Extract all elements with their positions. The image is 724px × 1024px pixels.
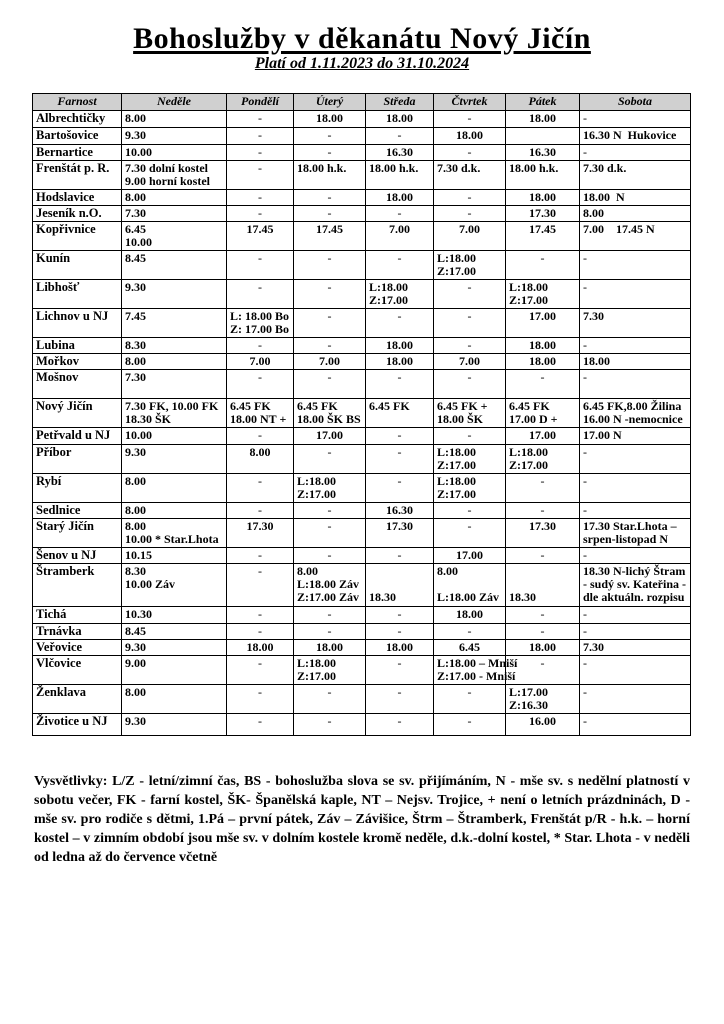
schedule-cell: - (434, 190, 506, 206)
col-header-ctvrtek: Čtvrtek (434, 94, 506, 111)
schedule-cell: L:18.00 Z:17.00 (506, 280, 580, 309)
schedule-cell: 18.00 (366, 190, 434, 206)
table-row (33, 548, 691, 564)
schedule-cell: - (506, 503, 580, 519)
table-row (33, 280, 691, 309)
schedule-cell: 16.30 (506, 145, 580, 161)
table-row (33, 714, 691, 736)
schedule-cell: - (227, 607, 294, 624)
parish-name: Vlčovice (33, 656, 122, 685)
schedule-cell: - (434, 280, 506, 309)
table-row (33, 370, 691, 399)
schedule-cell: - (580, 714, 691, 736)
schedule-cell: - (294, 445, 366, 474)
schedule-cell: - (294, 145, 366, 161)
schedule-cell: - (580, 656, 691, 685)
schedule-cell: 16.30 N Hukovice (580, 128, 691, 145)
schedule-cell: 18.00 (366, 640, 434, 656)
table-row (33, 309, 691, 338)
table-row (33, 161, 691, 190)
parish-name: Sedlnice (33, 503, 122, 519)
schedule-cell: 6.45 10.00 (122, 222, 227, 251)
schedule-cell: 18.00 N (580, 190, 691, 206)
schedule-cell: - (294, 280, 366, 309)
schedule-cell: 17.00 (506, 309, 580, 338)
table-row (33, 445, 691, 474)
schedule-cell: - (366, 607, 434, 624)
schedule-cell: 18.30 (366, 564, 434, 607)
schedule-cell: 18.00 (366, 354, 434, 370)
col-header-utery: Úterý (294, 94, 366, 111)
table-row (33, 656, 691, 685)
schedule-cell: - (366, 206, 434, 222)
schedule-cell: L:18.00 Z:17.00 (434, 474, 506, 503)
schedule-cell: 10.30 (122, 607, 227, 624)
schedule-cell: - (434, 519, 506, 548)
schedule-cell: - (227, 370, 294, 399)
schedule-cell: - (366, 128, 434, 145)
validity-subtitle: Platí od 1.11.2023 do 31.10.2024 (254, 55, 470, 72)
schedule-cell: - (580, 280, 691, 309)
schedule-cell: - (366, 548, 434, 564)
table-row (33, 399, 691, 428)
schedule-cell: 7.00 (366, 222, 434, 251)
schedule-cell: - (294, 338, 366, 354)
schedule-cell: L:18.00 – Mniší Z:17.00 - Mniší (434, 656, 506, 685)
schedule-cell: 6.45 (434, 640, 506, 656)
parish-name: Šenov u NJ (33, 548, 122, 564)
schedule-cell: 7.00 (227, 354, 294, 370)
schedule-cell: 9.30 (122, 640, 227, 656)
schedule-cell: 7.00 (434, 354, 506, 370)
schedule-cell: - (227, 503, 294, 519)
schedule-cell: - (227, 685, 294, 714)
schedule-cell: - (366, 428, 434, 445)
schedule-cell: - (294, 370, 366, 399)
schedule-cell: - (434, 309, 506, 338)
schedule-cell: 8.00 (122, 503, 227, 519)
schedule-cell: 17.30 (506, 519, 580, 548)
schedule-cell: L:18.00 Z:17.00 (506, 445, 580, 474)
schedule-cell: - (227, 564, 294, 607)
schedule-cell: 18.00 (366, 111, 434, 128)
parish-name: Lichnov u NJ (33, 309, 122, 338)
schedule-cell: 18.00 (366, 338, 434, 354)
schedule-cell: 6.45 FK (366, 399, 434, 428)
col-header-pondeli: Pondělí (227, 94, 294, 111)
schedule-cell (506, 128, 580, 145)
schedule-cell: - (506, 370, 580, 399)
schedule-cell: - (366, 474, 434, 503)
schedule-cell: 8.00 (122, 685, 227, 714)
parish-name: Bernartice (33, 145, 122, 161)
schedule-cell: 9.30 (122, 280, 227, 309)
schedule-cell: - (580, 370, 691, 399)
table-row (33, 564, 691, 607)
schedule-cell: - (294, 128, 366, 145)
schedule-cell: 16.30 (366, 503, 434, 519)
schedule-cell: - (227, 280, 294, 309)
schedule-cell: 18.00 (506, 640, 580, 656)
schedule-cell: - (366, 714, 434, 736)
schedule-cell: - (506, 474, 580, 503)
col-header-nedele: Neděle (122, 94, 227, 111)
schedule-cell: 8.45 (122, 251, 227, 280)
schedule-cell: - (366, 445, 434, 474)
schedule-cell: 8.00 10.00 * Star.Lhota (122, 519, 227, 548)
schedule-cell: - (434, 624, 506, 640)
schedule-cell: 18.00 (580, 354, 691, 370)
schedule-cell: - (580, 607, 691, 624)
schedule-cell: - (366, 656, 434, 685)
schedule-cell: - (434, 145, 506, 161)
parish-name: Mošnov (33, 370, 122, 399)
schedule-cell: 8.00 (122, 474, 227, 503)
schedule-cell: 6.45 FK + 18.00 ŠK (434, 399, 506, 428)
table-row (33, 354, 691, 370)
table-row (33, 428, 691, 445)
schedule-cell: - (227, 714, 294, 736)
parish-name: Frenštát p. R. (33, 161, 122, 190)
schedule-cell: 17.45 (227, 222, 294, 251)
table-row (33, 190, 691, 206)
schedule-cell: 8.00 L:18.00 Záv (434, 564, 506, 607)
schedule-cell: 7.00 (294, 354, 366, 370)
parish-name: Hodslavice (33, 190, 122, 206)
schedule-cell: - (227, 428, 294, 445)
parish-name: Albrechtičky (33, 111, 122, 128)
schedule-cell: - (580, 548, 691, 564)
parish-name: Bartošovice (33, 128, 122, 145)
schedule-cell: - (294, 206, 366, 222)
schedule-cell: - (580, 624, 691, 640)
schedule-cell: - (580, 145, 691, 161)
schedule-cell: 8.45 (122, 624, 227, 640)
schedule-cell: 8.00 (227, 445, 294, 474)
schedule-cell: - (294, 548, 366, 564)
schedule-table (32, 93, 691, 736)
schedule-cell: - (227, 474, 294, 503)
schedule-cell: - (294, 714, 366, 736)
schedule-cell: - (434, 428, 506, 445)
col-header-patek: Pátek (506, 94, 580, 111)
parish-name: Libhošť (33, 280, 122, 309)
schedule-cell: 8.00 (122, 111, 227, 128)
parish-name: Rybí (33, 474, 122, 503)
table-row (33, 251, 691, 280)
schedule-cell: 7.30 (122, 370, 227, 399)
parish-name: Tichá (33, 607, 122, 624)
schedule-cell: 18.00 (434, 128, 506, 145)
schedule-cell: 9.30 (122, 714, 227, 736)
schedule-cell: L:18.00 Z:17.00 (294, 474, 366, 503)
schedule-cell: - (580, 338, 691, 354)
schedule-cell: 18.00 h.k. (366, 161, 434, 190)
table-row (33, 624, 691, 640)
schedule-cell: - (580, 474, 691, 503)
schedule-cell: - (294, 190, 366, 206)
schedule-cell: 17.30 Star.Lhota – srpen-listopad N (580, 519, 691, 548)
parish-name: Ženklava (33, 685, 122, 714)
schedule-cell: 18.30 N-lichý Štram - sudý sv. Kateřina - dle aktuáln. rozpisu (580, 564, 691, 607)
schedule-cell: 7.30 FK, 10.00 FK 18.30 ŠK (122, 399, 227, 428)
schedule-cell: 7.00 17.45 N (580, 222, 691, 251)
schedule-cell: 6.45 FK,8.00 Žilina 16.00 N -nemocnice (580, 399, 691, 428)
schedule-cell: - (294, 519, 366, 548)
schedule-cell: 7.30 (580, 309, 691, 338)
schedule-cell: 6.45 FK 18.00 ŠK BS (294, 399, 366, 428)
schedule-cell: - (294, 251, 366, 280)
schedule-cell: 10.15 (122, 548, 227, 564)
table-row (33, 640, 691, 656)
schedule-cell: - (227, 338, 294, 354)
schedule-cell: - (506, 656, 580, 685)
col-header-sobota: Sobota (580, 94, 691, 111)
schedule-cell: - (434, 714, 506, 736)
schedule-cell: 18.00 (506, 190, 580, 206)
schedule-cell: - (227, 251, 294, 280)
schedule-cell: - (294, 309, 366, 338)
schedule-cell: L: 18.00 Bo Z: 17.00 Bo (227, 309, 294, 338)
schedule-cell: - (366, 370, 434, 399)
parish-name: Kopřivnice (33, 222, 122, 251)
schedule-cell: 6.45 FK 18.00 NT + (227, 399, 294, 428)
schedule-cell: 8.00 (122, 354, 227, 370)
schedule-cell: 8.30 10.00 Záv (122, 564, 227, 607)
schedule-cell: - (580, 503, 691, 519)
parish-name: Starý Jičín (33, 519, 122, 548)
schedule-cell: - (366, 251, 434, 280)
schedule-cell: 18.00 (506, 338, 580, 354)
table-row (33, 338, 691, 354)
schedule-cell: 17.00 (434, 548, 506, 564)
schedule-cell: L:17.00 Z:16.30 (506, 685, 580, 714)
schedule-cell: 18.00 h.k. (294, 161, 366, 190)
schedule-cell: L:18.00 Z:17.00 (366, 280, 434, 309)
schedule-cell: 8.00 L:18.00 Záv Z:17.00 Záv (294, 564, 366, 607)
schedule-cell: - (434, 503, 506, 519)
table-row (33, 145, 691, 161)
schedule-cell: - (227, 190, 294, 206)
parish-name: Životice u NJ (33, 714, 122, 736)
schedule-cell: 10.00 (122, 145, 227, 161)
schedule-cell: - (294, 503, 366, 519)
table-row (33, 222, 691, 251)
schedule-cell: - (434, 206, 506, 222)
schedule-cell: - (227, 161, 294, 190)
parish-name: Příbor (33, 445, 122, 474)
schedule-cell: 9.30 (122, 445, 227, 474)
schedule-cell: - (227, 145, 294, 161)
schedule-cell: 18.00 (506, 354, 580, 370)
schedule-cell: 18.00 (294, 640, 366, 656)
parish-name: Nový Jičín (33, 399, 122, 428)
schedule-cell: 9.00 (122, 656, 227, 685)
legend-text: Vysvětlivky: L/Z - letní/zimní čas, BS - bohoslužba slova se sv. přijímáním, N - mše sv. s nedělní platností v sobotu večer, FK - farní kostel, ŠK- Španělská kaple, NT – Nejsv. Trojice, + není o letních prázdninách, D - mše sv. pro rodiče s dětmi, 1.Pá – první pátek, Záv – Závišice, Štrm – Štramberk, Frenštát p/R - h.k. – horní kostel – v zimním období jsou mše sv. v dolním kostele kromě neděle, d.k.-dolní kostel, * Star. Lhota - v neděli od ledna až do července včetně (34, 774, 690, 865)
col-header-streda: Středa (366, 94, 434, 111)
schedule-cell: 17.45 (294, 222, 366, 251)
parish-name: Trnávka (33, 624, 122, 640)
schedule-cell: - (434, 685, 506, 714)
table-row (33, 111, 691, 128)
table-row (33, 503, 691, 519)
schedule-cell: 18.00 (227, 640, 294, 656)
schedule-cell: - (294, 685, 366, 714)
table-row (33, 607, 691, 624)
schedule-cell: - (366, 309, 434, 338)
schedule-cell: 18.00 h.k. (506, 161, 580, 190)
table-row (33, 206, 691, 222)
schedule-cell: - (227, 206, 294, 222)
schedule-cell: 8.00 (580, 206, 691, 222)
schedule-cell: 7.30 d.k. (580, 161, 691, 190)
parish-name: Petřvald u NJ (33, 428, 122, 445)
schedule-cell: L:18.00 Z:17.00 (434, 251, 506, 280)
schedule-cell: - (434, 111, 506, 128)
schedule-cell: 7.45 (122, 309, 227, 338)
parish-name: Jeseník n.O. (33, 206, 122, 222)
schedule-cell: - (227, 548, 294, 564)
schedule-cell: - (434, 338, 506, 354)
schedule-cell: 7.30 d.k. (434, 161, 506, 190)
col-header-farnost: Farnost (33, 94, 122, 111)
schedule-cell: 18.00 (506, 111, 580, 128)
schedule-cell: - (580, 251, 691, 280)
schedule-cell: 7.30 (580, 640, 691, 656)
schedule-cell: - (227, 624, 294, 640)
schedule-cell: - (506, 607, 580, 624)
schedule-cell: 7.00 (434, 222, 506, 251)
schedule-cell: - (506, 624, 580, 640)
schedule-cell: 16.00 (506, 714, 580, 736)
header-row (33, 94, 691, 111)
schedule-cell: 17.30 (506, 206, 580, 222)
schedule-cell: - (580, 685, 691, 714)
schedule-cell: - (434, 370, 506, 399)
schedule-cell: 8.30 (122, 338, 227, 354)
schedule-cell: 8.00 (122, 190, 227, 206)
schedule-cell: L:18.00 Z:17.00 (294, 656, 366, 685)
parish-name: Mořkov (33, 354, 122, 370)
schedule-cell: 16.30 (366, 145, 434, 161)
table-row (33, 685, 691, 714)
schedule-cell: - (294, 624, 366, 640)
schedule-cell: 17.00 (294, 428, 366, 445)
page-title: Bohoslužby v děkanátu Nový Jičín (133, 22, 591, 55)
schedule-cell: 17.45 (506, 222, 580, 251)
schedule-cell: 18.30 (506, 564, 580, 607)
schedule-cell: - (580, 445, 691, 474)
schedule-cell: 9.30 (122, 128, 227, 145)
schedule-cell: 7.30 (122, 206, 227, 222)
schedule-cell: 17.00 N (580, 428, 691, 445)
schedule-cell: - (506, 251, 580, 280)
schedule-cell: - (366, 685, 434, 714)
schedule-cell: - (227, 656, 294, 685)
parish-name: Kunín (33, 251, 122, 280)
schedule-cell: 17.30 (227, 519, 294, 548)
schedule-cell: 17.00 (506, 428, 580, 445)
schedule-cell: L:18.00 Z:17.00 (434, 445, 506, 474)
schedule-cell: 18.00 (294, 111, 366, 128)
table-row (33, 474, 691, 503)
schedule-cell: 10.00 (122, 428, 227, 445)
schedule-cell: - (366, 624, 434, 640)
parish-name: Štramberk (33, 564, 122, 607)
schedule-cell: 6.45 FK 17.00 D + (506, 399, 580, 428)
schedule-cell: 17.30 (366, 519, 434, 548)
schedule-cell: - (227, 128, 294, 145)
schedule-cell: - (506, 548, 580, 564)
table-row (33, 128, 691, 145)
schedule-cell: 18.00 (434, 607, 506, 624)
schedule-cell: - (580, 111, 691, 128)
table-row (33, 519, 691, 548)
schedule-cell: - (294, 607, 366, 624)
parish-name: Veřovice (33, 640, 122, 656)
parish-name: Lubina (33, 338, 122, 354)
schedule-cell: 7.30 dolní kostel 9.00 horní kostel (122, 161, 227, 190)
schedule-cell: - (227, 111, 294, 128)
